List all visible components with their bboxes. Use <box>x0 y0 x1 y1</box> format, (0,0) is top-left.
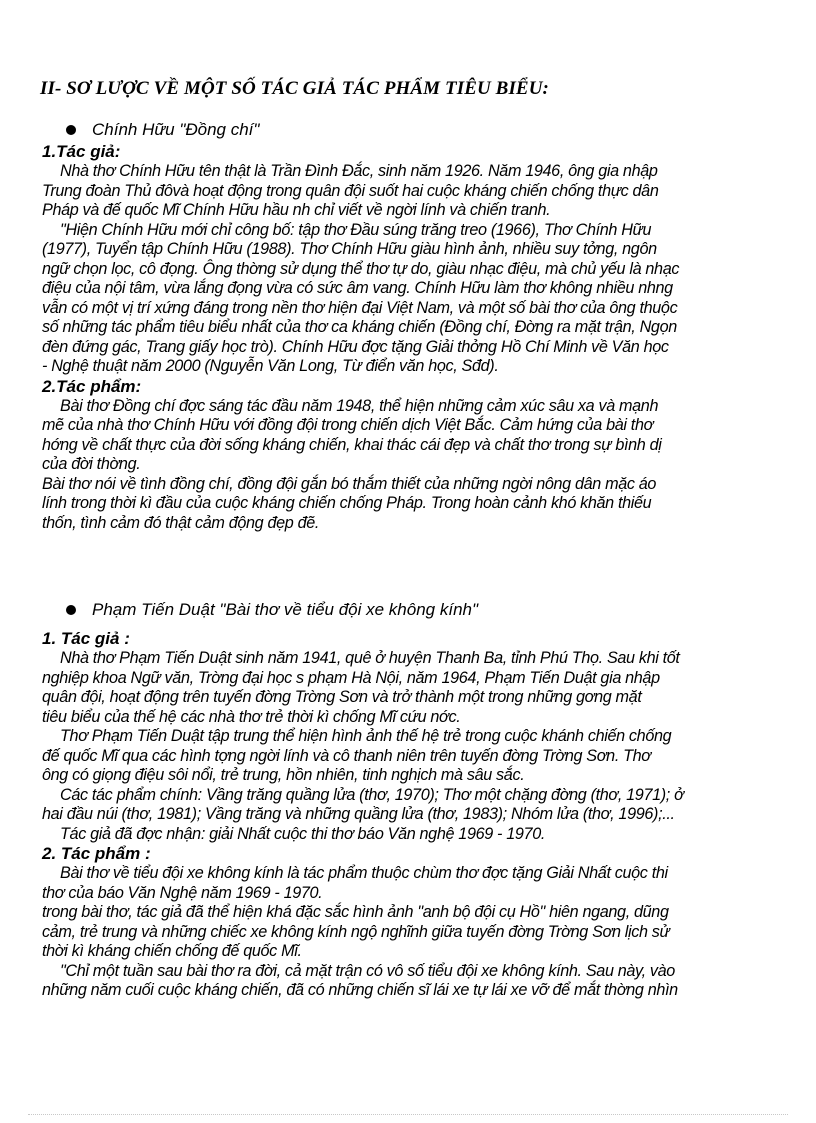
author-heading: 1.Tác giả: <box>42 142 121 161</box>
paragraph-line: Bài thơ về tiểu đội xe không kính là tác phẩm thuộc chùm thơ đợc tặng Giải Nhất cuộc thi <box>60 864 668 882</box>
paragraph-line: vẫn có một vị trí xứng đáng trong nền thơ hiện đại Việt Nam, và một số bài thơ của ông thuộc <box>42 298 678 317</box>
paragraph-line: thốn, tình cảm đó thật cảm động đẹp đẽ. <box>42 513 320 532</box>
paragraph-line: thơ của báo Văn Nghệ năm 1969 - 1970. <box>42 883 323 902</box>
paragraph-line: trong bài thơ, tác giả đã thể hiện khá đặc sắc hình ảnh "anh bộ đội cụ Hồ" hiên ngang, dũng <box>42 903 669 921</box>
author-heading: 1. Tác giả : <box>42 629 130 648</box>
paragraph-line: Bài thơ nói về tình đồng chí, đồng đội gắn bó thắm thiết của những ngời nông dân mặc áo <box>42 474 657 493</box>
paragraph-line: Thơ Phạm Tiến Duật tập trung thể hiện hình ảnh thế hệ trẻ trong cuộc khánh chiến chống <box>60 727 672 745</box>
paragraph-line: mẽ của nhà thơ Chính Hữu với đồng đội trong chiến dịch Việt Bắc. Cảm hứng của bài thơ <box>42 416 654 434</box>
paragraph-line: nghiệp khoa Ngữ văn, Trờng đại học s phạm Hà Nội, năm 1964, Phạm Tiến Duật gia nhập <box>42 668 660 687</box>
paragraph-line: điệu của nội tâm, vừa lắng đọng vừa có sức âm vang. Chính Hữu làm thơ không nhiều nhng <box>42 279 673 297</box>
paragraph-line: thời kì kháng chiến chống đế quốc Mĩ. <box>42 942 302 960</box>
section-bullet <box>42 597 782 623</box>
paragraph-line: đế quốc Mĩ qua các hình tợng ngời lính và cô thanh niên trên tuyến đờng Trờng Sơn. Thơ <box>42 746 651 765</box>
paragraph-line: ông có giọng điệu sôi nổi, trẻ trung, hồn nhiên, tinh nghịch mà sâu sắc. <box>42 766 525 784</box>
section-pham-tien-duat <box>42 597 782 1001</box>
paragraph-line: (1977), Tuyển tập Chính Hữu (1988). Thơ Chính Hữu giàu hình ảnh, nhiều suy tởng, ngôn <box>42 240 657 258</box>
paragraph-line: "Hiện Chính Hữu mới chỉ công bố: tập thơ Đầu súng trăng treo (1966), Thơ Chính Hữu <box>60 220 652 239</box>
paragraph-line: Nhà thơ Chính Hữu tên thật là Trần Đình Đắc, sinh năm 1926. Năm 1946, ông gia nhập <box>60 162 658 180</box>
paragraph-line: số những tác phẩm tiêu biểu nhất của thơ ca kháng chiến (Đồng chí, Đờng ra mặt trận, Ngọn <box>42 318 677 336</box>
paragraph-line: "Chỉ một tuần sau bài thơ ra đời, cả mặt trận có vô số tiểu đội xe không kính. Sau này, vào <box>60 961 675 980</box>
paragraph-line: tiêu biểu của thế hệ các nhà thơ trẻ thời kì chống Mĩ cứu nớc. <box>42 707 461 726</box>
paragraph-line: Tác giả đã đợc nhận: giải Nhất cuộc thi thơ báo Văn nghệ 1969 - 1970. <box>60 824 545 843</box>
paragraph-line: cảm, trẻ trung và những chiếc xe không kính ngộ nghĩnh giữa tuyến đờng Trờng Sơn lịch sử <box>42 922 670 941</box>
paragraph-line: hai đầu núi (thơ, 1981); Vầng trăng và những quầng lửa (thơ, 1983); Nhóm lửa (thơ, 1996);... <box>42 805 675 823</box>
paragraph-line: của đời thờng. <box>42 455 141 473</box>
bullet-dot-icon <box>66 125 76 135</box>
paragraph-line: những năm cuối cuộc kháng chiến, đã có những chiến sĩ lái xe tự lái xe vỡ để mắt thờng nhìn <box>42 981 678 999</box>
paragraph-line: đèn đứng gác, Trang giấy học trò). Chính Hữu đợc tặng Giải thởng Hồ Chí Minh về Văn học <box>42 337 669 356</box>
bullet-text: Chính Hữu "Đồng chí" <box>92 120 260 139</box>
work-heading: 2.Tác phẩm: <box>42 376 142 396</box>
paragraph-line: quân đội, hoạt động trên tuyến đờng Trờng Sơn và trở thành một trong những gơng mặt <box>42 688 642 706</box>
section-chinh-huu <box>42 118 782 533</box>
page-title: II- SƠ LƯỢC VỀ MỘT SỐ TÁC GIẢ TÁC PHẨM TIÊU BIỂU: <box>40 78 549 99</box>
bullet-text: Phạm Tiến Duật "Bài thơ về tiểu đội xe không kính" <box>92 600 479 619</box>
paragraph-line: hớng về chất thực của đời sống kháng chiến, khai thác cái đẹp và chất thơ trong sự bình dị <box>42 435 662 454</box>
work-heading: 2. Tác phẩm : <box>42 844 151 863</box>
bullet-dot-icon <box>66 605 76 615</box>
paragraph-line: Trung đoàn Thủ đôvà hoạt động trong quân đội suốt hai cuộc kháng chiến chống thực dân <box>42 181 659 200</box>
paragraph-line: ngữ chọn lọc, cô đọng. Ông thờng sử dụng thể thơ tự do, giàu nhạc điệu, mà chủ yếu là nhạc <box>42 259 680 278</box>
section-bullet <box>42 118 782 142</box>
paragraph-line: - Nghệ thuật năm 2000 (Nguyễn Văn Long, Từ điển văn học, Sđd). <box>42 357 499 375</box>
page-bottom-rule <box>28 1114 788 1115</box>
paragraph-line: Các tác phẩm chính: Vầng trăng quầng lửa (thơ, 1970); Thơ một chặng đờng (thơ, 1971); ở <box>60 785 684 804</box>
paragraph-line: lính trong thời kì đầu của cuộc kháng chiến chống Pháp. Trong hoàn cảnh khó khăn thiếu <box>42 494 652 512</box>
paragraph-line: Nhà thơ Phạm Tiến Duật sinh năm 1941, quê ở huyện Thanh Ba, tỉnh Phú Thọ. Sau khi tốt <box>60 649 680 667</box>
paragraph-line: Pháp và đế quốc Mĩ Chính Hữu hầu nh chỉ viết về ngời lính và chiến tranh. <box>42 201 551 219</box>
paragraph-line: Bài thơ Đồng chí đợc sáng tác đầu năm 1948, thể hiện những cảm xúc sâu xa và mạnh <box>60 396 659 415</box>
